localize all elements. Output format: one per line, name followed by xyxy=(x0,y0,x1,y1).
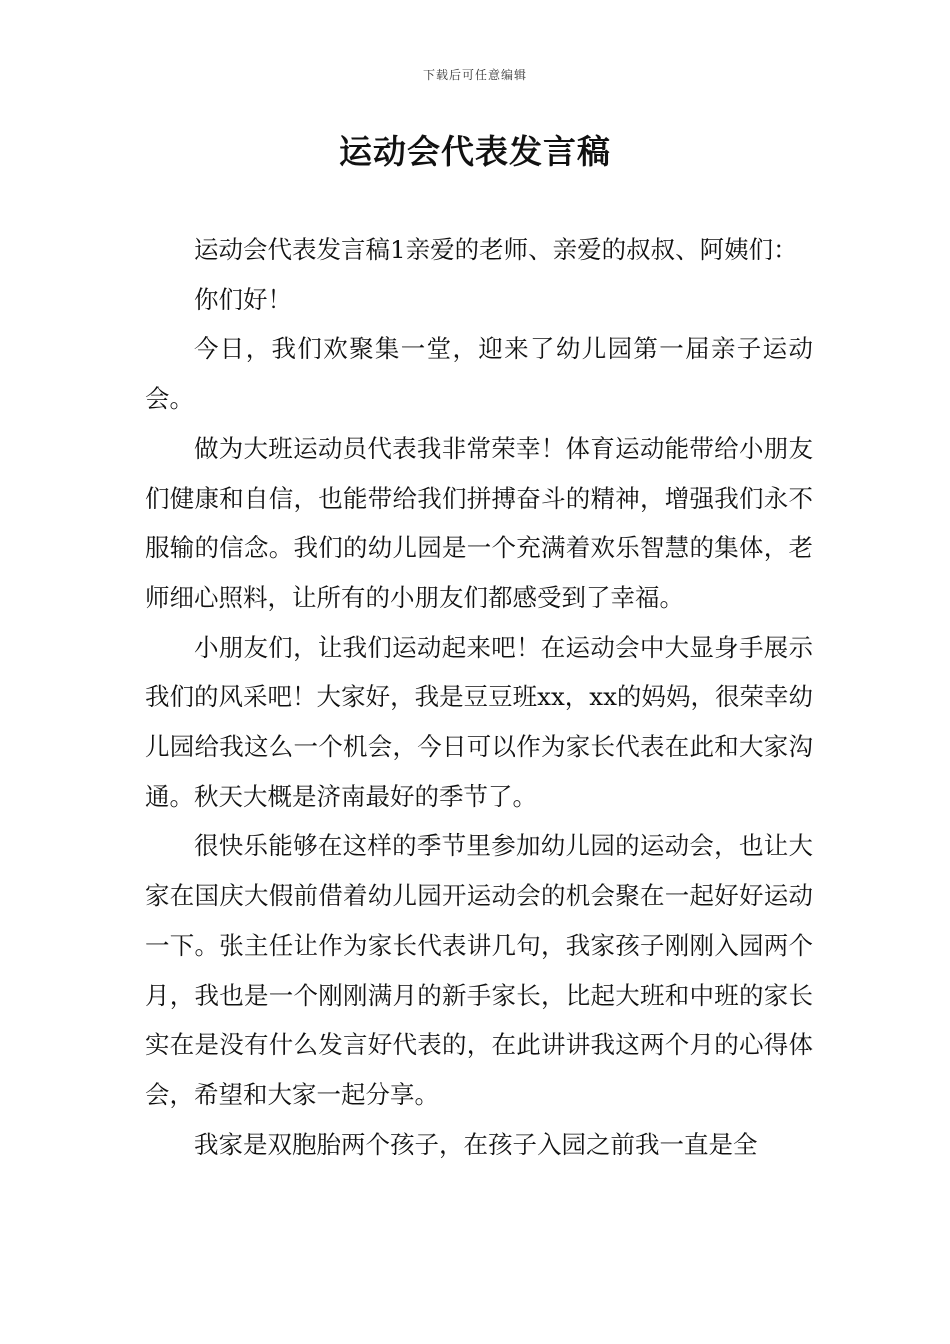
paragraph-4: 做为大班运动员代表我非常荣幸！体育运动能带给小朋友们健康和自信，也能带给我们拼搏奋斗的精神，增强我们永不服输的信念。我们的幼儿园是一个充满着欢乐智慧的集体，老师细心照料，让所有的小朋友们都感受到了幸福。 xyxy=(145,433,813,612)
paragraph-2: 你们好！ xyxy=(194,284,292,314)
document-title: 运动会代表发言稿 xyxy=(339,132,611,171)
paragraph-1: 运动会代表发言稿1亲爱的老师、亲爱的叔叔、阿姨们： xyxy=(194,235,798,264)
paragraph-3: 今日，我们欢聚集一堂，迎来了幼儿园第一届亲子运动会。 xyxy=(145,334,813,414)
paragraph-7: 我家是双胞胎两个孩子，在孩子入园之前我一直是全 xyxy=(194,1129,758,1159)
paragraph-6: 很快乐能够在这样的季节里参加幼儿园的运动会，也让大家在国庆大假前借着幼儿园开运动会的机会聚在一起好好运动一下。张主任让作为家长代表讲几句，我家孩子刚刚入园两个月，我也是一个刚刚满月的新手家长，比起大班和中班的家长实在是没有什么发言好代表的，在此讲讲我这两个月的心得体会，希望和大家一起分享。 xyxy=(145,831,813,1109)
document-body xyxy=(145,225,813,1169)
page-header-note: 下载后可任意编辑 xyxy=(422,68,527,82)
paragraph-5: 小朋友们，让我们运动起来吧！在运动会中大显身手展示我们的风采吧！大家好，我是豆豆班xx，xx的妈妈，很荣幸幼儿园给我这么一个机会，今日可以作为家长代表在此和大家沟通。秋天大概是济南最好的季节了。 xyxy=(145,632,813,811)
